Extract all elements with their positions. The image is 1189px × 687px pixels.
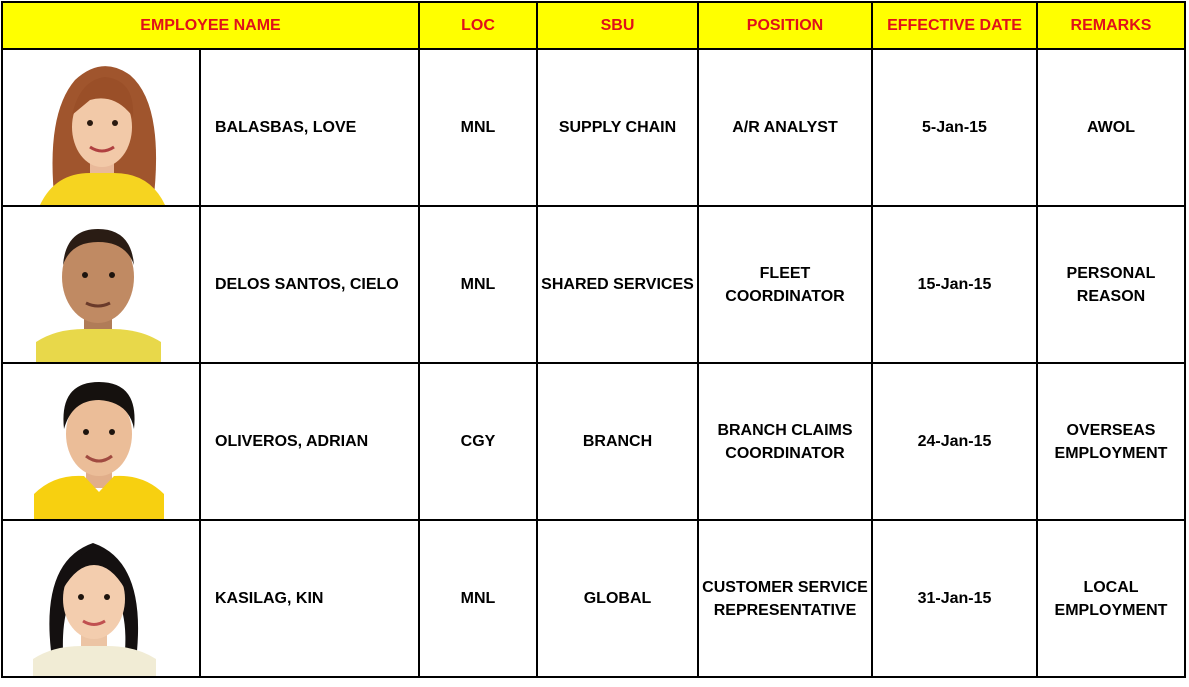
header-loc: LOC xyxy=(419,2,537,49)
effective-date: 15-Jan-15 xyxy=(872,206,1037,363)
woman-portrait-icon xyxy=(33,531,156,676)
employee-loc: CGY xyxy=(419,363,537,520)
employee-position xyxy=(698,363,872,520)
employee-sbu: GLOBAL xyxy=(537,520,698,677)
position-line-1: BRANCH CLAIMS xyxy=(717,421,853,439)
position-line-2: REPRESENTATIVE xyxy=(713,601,857,619)
effective-date: 5-Jan-15 xyxy=(872,49,1037,206)
employee-loc: MNL xyxy=(419,49,537,206)
man-portrait-icon xyxy=(34,374,164,519)
employee-photo xyxy=(33,531,156,676)
employee-photo xyxy=(34,374,164,519)
employee-position xyxy=(698,520,872,677)
header-sbu: SBU xyxy=(537,2,698,49)
employee-sbu: SHARED SERVICES xyxy=(537,206,698,363)
remarks-line-1: PERSONAL xyxy=(1066,264,1156,282)
header-row xyxy=(2,2,1185,49)
remarks-line-2: REASON xyxy=(1076,287,1146,305)
remarks-line-1: OVERSEAS xyxy=(1066,421,1156,439)
employee-photo-cell xyxy=(2,206,200,363)
header-remarks: REMARKS xyxy=(1037,2,1185,49)
employee-table xyxy=(1,1,1186,678)
header-effective-date: EFFECTIVE DATE xyxy=(872,2,1037,49)
remarks xyxy=(1037,520,1185,677)
employee-loc: MNL xyxy=(419,206,537,363)
remarks xyxy=(1037,363,1185,520)
employee-photo-cell xyxy=(2,520,200,677)
employee-name: DELOS SANTOS, CIELO xyxy=(200,206,419,363)
employee-name: KASILAG, KIN xyxy=(200,520,419,677)
remarks xyxy=(1037,206,1185,363)
employee-photo-cell xyxy=(2,49,200,206)
woman-portrait-icon xyxy=(35,55,169,205)
table-row xyxy=(2,206,1185,363)
employee-photo-cell xyxy=(2,363,200,520)
position-line-1: CUSTOMER SERVICE xyxy=(702,578,868,596)
employee-name: BALASBAS, LOVE xyxy=(200,49,419,206)
remarks-line-2: EMPLOYMENT xyxy=(1054,601,1168,619)
employee-loc: MNL xyxy=(419,520,537,677)
employee-sbu: BRANCH xyxy=(537,363,698,520)
effective-date: 24-Jan-15 xyxy=(872,363,1037,520)
position-line-2: COORDINATOR xyxy=(725,444,845,462)
remarks-line-1: AWOL xyxy=(1087,119,1135,136)
remarks xyxy=(1037,49,1185,206)
position-line-2: COORDINATOR xyxy=(725,287,845,305)
employee-photo xyxy=(35,55,169,205)
effective-date: 31-Jan-15 xyxy=(872,520,1037,677)
employee-position xyxy=(698,206,872,363)
remarks-line-2: EMPLOYMENT xyxy=(1054,444,1168,462)
table-row xyxy=(2,520,1185,677)
employee-photo xyxy=(36,217,161,362)
header-position: POSITION xyxy=(698,2,872,49)
employee-sbu: SUPPLY CHAIN xyxy=(537,49,698,206)
position-line-1: A/R ANALYST xyxy=(732,119,838,136)
employee-position xyxy=(698,49,872,206)
header-employee-name: EMPLOYEE NAME xyxy=(2,2,419,49)
man-portrait-icon xyxy=(36,217,161,362)
position-line-1: FLEET xyxy=(759,264,811,282)
table-row xyxy=(2,363,1185,520)
employee-name: OLIVEROS, ADRIAN xyxy=(200,363,419,520)
table-row xyxy=(2,49,1185,206)
remarks-line-1: LOCAL xyxy=(1083,578,1139,596)
